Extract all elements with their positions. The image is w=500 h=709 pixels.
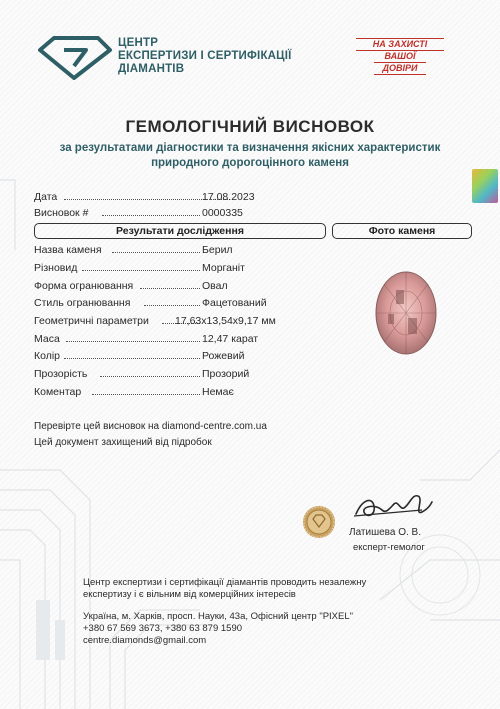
footer-disclaimer [83, 577, 366, 601]
footer-address: Україна, м. Харків, просп. Науки, 43а, Офісний центр "PIXEL" [83, 611, 354, 622]
result-value: Морганіт [202, 262, 245, 274]
report-number-value: 0000335 [202, 207, 243, 219]
result-leader [100, 376, 200, 377]
verify-prefix: Перевірте цей висновок на [34, 421, 160, 432]
result-value: Фацетований [202, 297, 267, 309]
result-label: Прозорість [34, 368, 88, 380]
date-value: 17.08.2023 [202, 191, 255, 203]
date-label: Дата [34, 191, 58, 203]
document-title: ГЕМОЛОГІЧНИЙ ВИСНОВОК [125, 117, 375, 136]
result-label: Геометричні параметри [34, 315, 149, 327]
results-section-header: Результати дослідження [34, 223, 326, 239]
hologram-sticker-icon [472, 169, 498, 203]
slogan-line-3: ДОВІРИ [374, 63, 426, 75]
subtitle-line-1: за результатами діагностики та визначення якісних характеристик [59, 142, 441, 154]
result-label: Різновид [34, 262, 78, 274]
result-value: Берил [202, 244, 233, 256]
organization-name [118, 37, 292, 76]
result-leader [144, 305, 200, 306]
signature-drawing [352, 486, 434, 526]
photo-section-header: Фото каменя [332, 223, 472, 239]
footer-contacts [83, 611, 353, 647]
footer-phones: +380 67 569 3673, +380 63 879 1590 [83, 623, 243, 634]
org-name-line-3: ДІАМАНТІВ [118, 63, 185, 75]
result-value: Рожевий [202, 350, 245, 362]
verification-note [34, 421, 267, 432]
result-value: Прозорий [202, 368, 250, 380]
disclaimer-line-1: Центр експертизи і сертифікації діамантів проводить незалежну [83, 577, 367, 588]
result-label: Маса [34, 333, 60, 345]
result-value: 12,47 карат [202, 333, 259, 345]
report-number-label: Висновок # [34, 207, 89, 219]
result-label: Назва каменя [34, 244, 102, 256]
report-number-leader [102, 215, 200, 216]
diamond-logo-icon [34, 34, 114, 80]
slogan-line-1: НА ЗАХИСТІ [356, 38, 444, 51]
result-label: Коментар [34, 386, 82, 398]
result-leader [82, 270, 200, 271]
result-label: Форма огранювання [34, 280, 134, 292]
gemstone-photo [374, 270, 438, 356]
result-value: Овал [202, 280, 228, 292]
document-subtitle [30, 141, 470, 171]
gold-seal-icon [302, 505, 336, 539]
result-leader [64, 358, 200, 359]
footer-email[interactable]: centre.diamonds@gmail.com [83, 635, 207, 646]
result-leader [66, 341, 200, 342]
slogan-stamp [352, 38, 448, 78]
result-value: Немає [202, 386, 234, 398]
disclaimer-line-2: експертизу і є вільним від комерційних інтересів [83, 589, 296, 600]
result-value: 17,63x13,54x9,17 мм [175, 315, 276, 327]
protection-note: Цей документ захищений від підробок [34, 437, 212, 448]
signer-role: експерт-гемолог [353, 542, 425, 553]
result-label: Колір [34, 350, 61, 362]
org-name-line-1: ЦЕНТР [118, 37, 159, 49]
subtitle-line-2: природного дорогоцінного каменя [151, 157, 349, 169]
result-leader [92, 394, 200, 395]
slogan-line-2: ВАШОЇ [374, 51, 426, 63]
result-leader [140, 288, 200, 289]
org-name-line-2: ЕКСПЕРТИЗИ І СЕРТИФІКАЦІЇ [118, 50, 292, 62]
result-leader [112, 252, 200, 253]
signer-name: Латишева О. В. [349, 527, 421, 538]
verify-site-link[interactable]: diamond-centre.com.ua [161, 421, 267, 432]
result-label: Стиль огранювання [34, 297, 131, 309]
